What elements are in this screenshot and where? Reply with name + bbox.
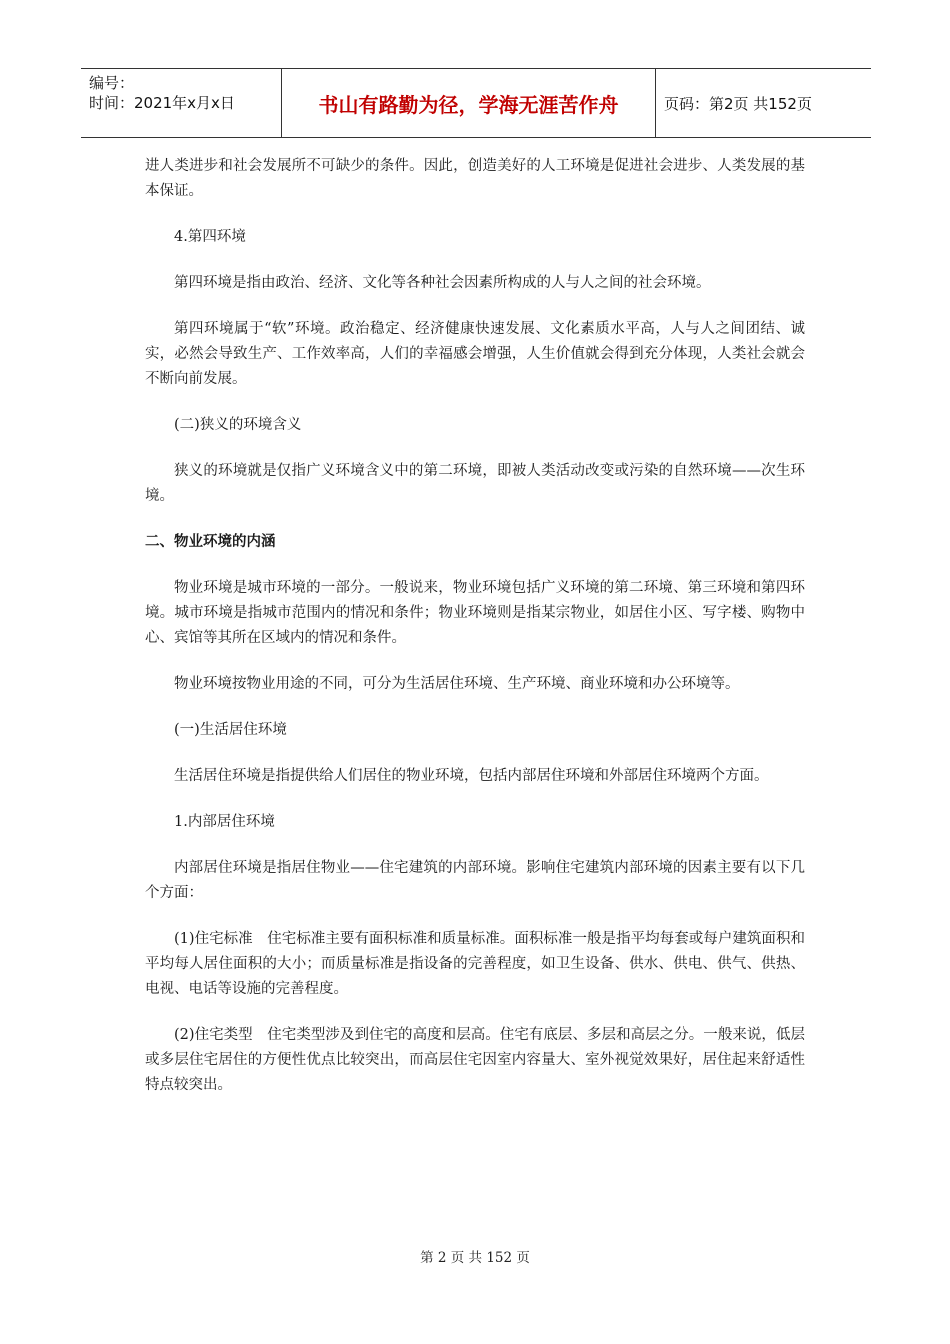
paragraph-continuation: 进人类进步和社会发展所不可缺少的条件。因此，创造美好的人工环境是促进社会进步、人类发展的基本保证。 (145, 158, 805, 199)
document-body (145, 154, 805, 1119)
paragraph: 物业环境是城市环境的一部分。一般说来，物业环境包括广义环境的第二环境、第三环境和第四环境。城市环境是指城市范围内的情况和条件；物业环境则是指某宗物业，如居住小区、写字楼、购物中心、宾馆等其所在区域内的情况和条件。 (145, 580, 805, 646)
paragraph: (1)住宅标准 住宅标准主要有面积标准和质量标准。面积标准一般是指平均每套或每户建筑面积和平均每人居住面积的大小；而质量标准是指设备的完善程度，如卫生设备、供水、供电、供气、供热、电视、电话等设施的完善程度。 (145, 931, 805, 997)
subheading-internal-environment: 1.内部居住环境 (174, 814, 275, 830)
page-header (81, 68, 871, 138)
page-footer: 第 2 页 共 152 页 (420, 1250, 530, 1266)
subheading-narrow-definition: (二)狭义的环境含义 (174, 417, 302, 433)
paragraph: 生活居住环境是指提供给人们居住的物业环境，包括内部居住环境和外部居住环境两个方面。 (174, 768, 769, 784)
paragraph: 第四环境是指由政治、经济、文化等各种社会因素所构成的人与人之间的社会环境。 (174, 275, 711, 291)
header-motto: 书山有路勤为径，学海无涯苦作舟 (281, 69, 656, 137)
number-label: 编号： (89, 74, 135, 92)
paragraph: 第四环境属于“软”环境。政治稳定、经济健康快速发展、文化素质水平高，人与人之间团结、诚实，必然会导致生产、工作效率高，人们的幸福感会增强，人生价值就会得到充分体现，人类社会就会不断向前发展。 (145, 321, 805, 387)
subheading-living-environment: (一)生活居住环境 (174, 722, 287, 738)
header-meta (81, 69, 281, 137)
section-heading-property-environment: 二、物业环境的内涵 (145, 534, 276, 550)
paragraph: 物业环境按物业用途的不同，可分为生活居住环境、生产环境、商业环境和办公环境等。 (174, 676, 740, 692)
header-page-info: 页码：第2页 共152页 (664, 94, 812, 113)
paragraph: (2)住宅类型 住宅类型涉及到住宅的高度和层高。住宅有底层、多层和高层之分。一般来说，低层或多层住宅居住的方便性优点比较突出，而高层住宅因室内容量大、室外视觉效果好，居住起来舒适性特点较突出。 (145, 1027, 805, 1093)
paragraph: 内部居住环境是指居住物业——住宅建筑的内部环境。影响住宅建筑内部环境的因素主要有以下几个方面： (145, 860, 805, 901)
time-label: 时间：2021年x月x日 (89, 94, 235, 112)
paragraph: 狭义的环境就是仅指广义环境含义中的第二环境，即被人类活动改变或污染的自然环境——次生环境。 (145, 463, 805, 504)
subheading-fourth-environment: 4.第四环境 (174, 229, 246, 245)
